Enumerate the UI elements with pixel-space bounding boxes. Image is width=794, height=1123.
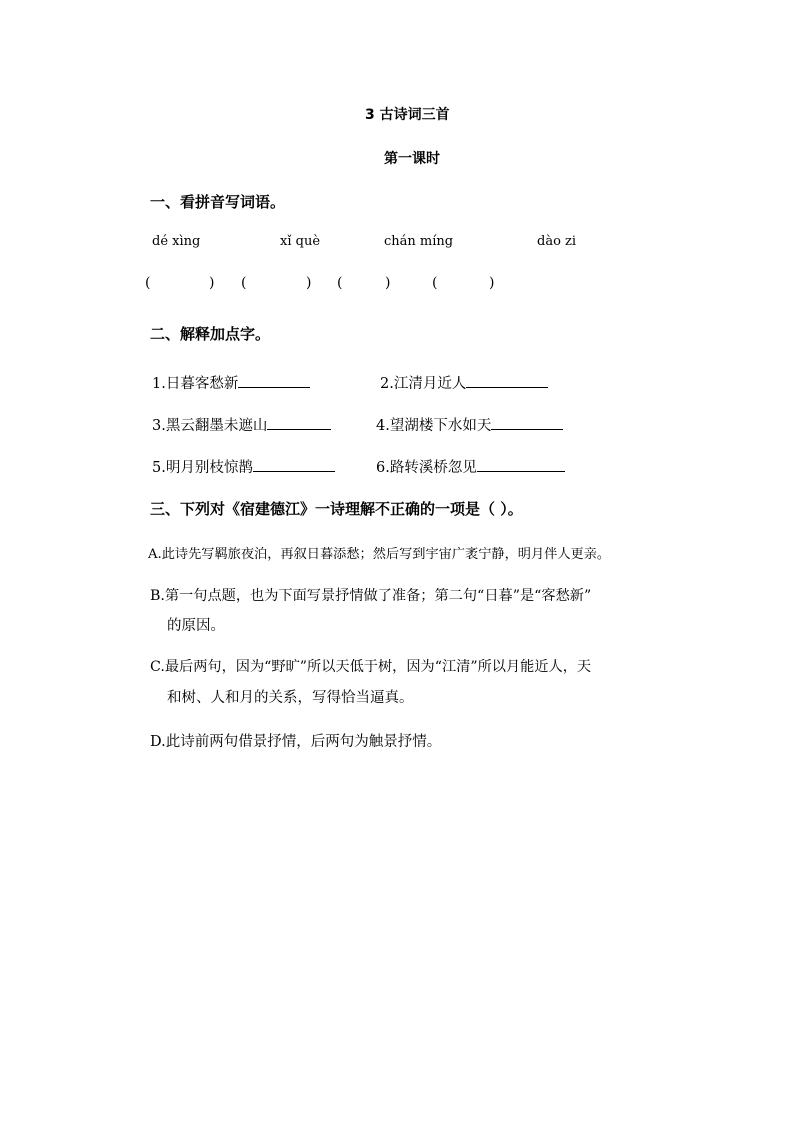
option-b-line-1: B.第一句点题，也为下面写景抒情做了准备；第二句“日暮”是“客愁新” [150,588,592,604]
pinyin-3: chán míng [384,234,454,249]
section-3-heading: 三、下列对《宿建德江》一诗理解不正确的一项是（ ）。 [150,500,523,518]
pinyin-1: dé xìng [152,234,201,249]
explain-item-4-text: 4.望湖楼下水如天 [376,418,492,434]
answer-blank-5 [253,457,335,472]
answer-paren-close-1: ) [209,275,215,291]
explain-item-2-text: 2.江清月近人 [380,376,467,392]
answer-blank-1 [238,373,310,388]
option-c-line-2: 和树、人和月的关系，写得恰当逼真。 [167,690,414,706]
page-title: 3 古诗词三首 [365,107,450,123]
answer-paren-close-3: ) [385,275,391,291]
explain-item-1 [152,372,310,393]
answer-blank-3 [267,415,331,430]
explain-item-1-text: 1.日暮客愁新 [152,376,239,392]
pinyin-2: xǐ què [280,234,321,249]
explain-item-5-text: 5.明月别枝惊鹊 [152,460,253,476]
explain-item-3 [152,414,331,435]
answer-blank-4 [491,415,563,430]
option-d: D.此诗前两句借景抒情，后两句为触景抒情。 [150,734,442,750]
answer-blank-6 [477,457,565,472]
explain-item-6 [376,456,565,477]
explain-item-4 [376,414,563,435]
explain-item-2 [380,372,548,393]
answer-paren-close-2: ) [306,275,312,291]
page-subtitle: 第一课时 [384,151,440,167]
answer-paren-open-2: ( [241,275,247,291]
explain-item-3-text: 3.黑云翻墨未遮山 [152,418,268,434]
option-a: A.此诗先写羁旅夜泊，再叙日暮添愁；然后写到宇宙广袤宁静，明月伴人更亲。 [148,547,611,562]
answer-paren-close-4: ) [489,275,495,291]
answer-paren-open-3: ( [337,275,343,291]
answer-paren-open-4: ( [432,275,438,291]
section-1-heading: 一、看拼音写词语。 [150,193,286,211]
explain-item-6-text: 6.路转溪桥忽见 [376,460,477,476]
option-b-line-2: 的原因。 [167,618,225,634]
option-c-line-1: C.最后两句，因为“野旷”所以天低于树，因为“江清”所以月能近人，天 [150,659,592,675]
explain-item-5 [152,456,335,477]
answer-blank-2 [466,373,548,388]
pinyin-4: dào zi [537,234,577,249]
section-2-heading: 二、解释加点字。 [150,325,271,343]
answer-paren-open-1: ( [145,275,151,291]
